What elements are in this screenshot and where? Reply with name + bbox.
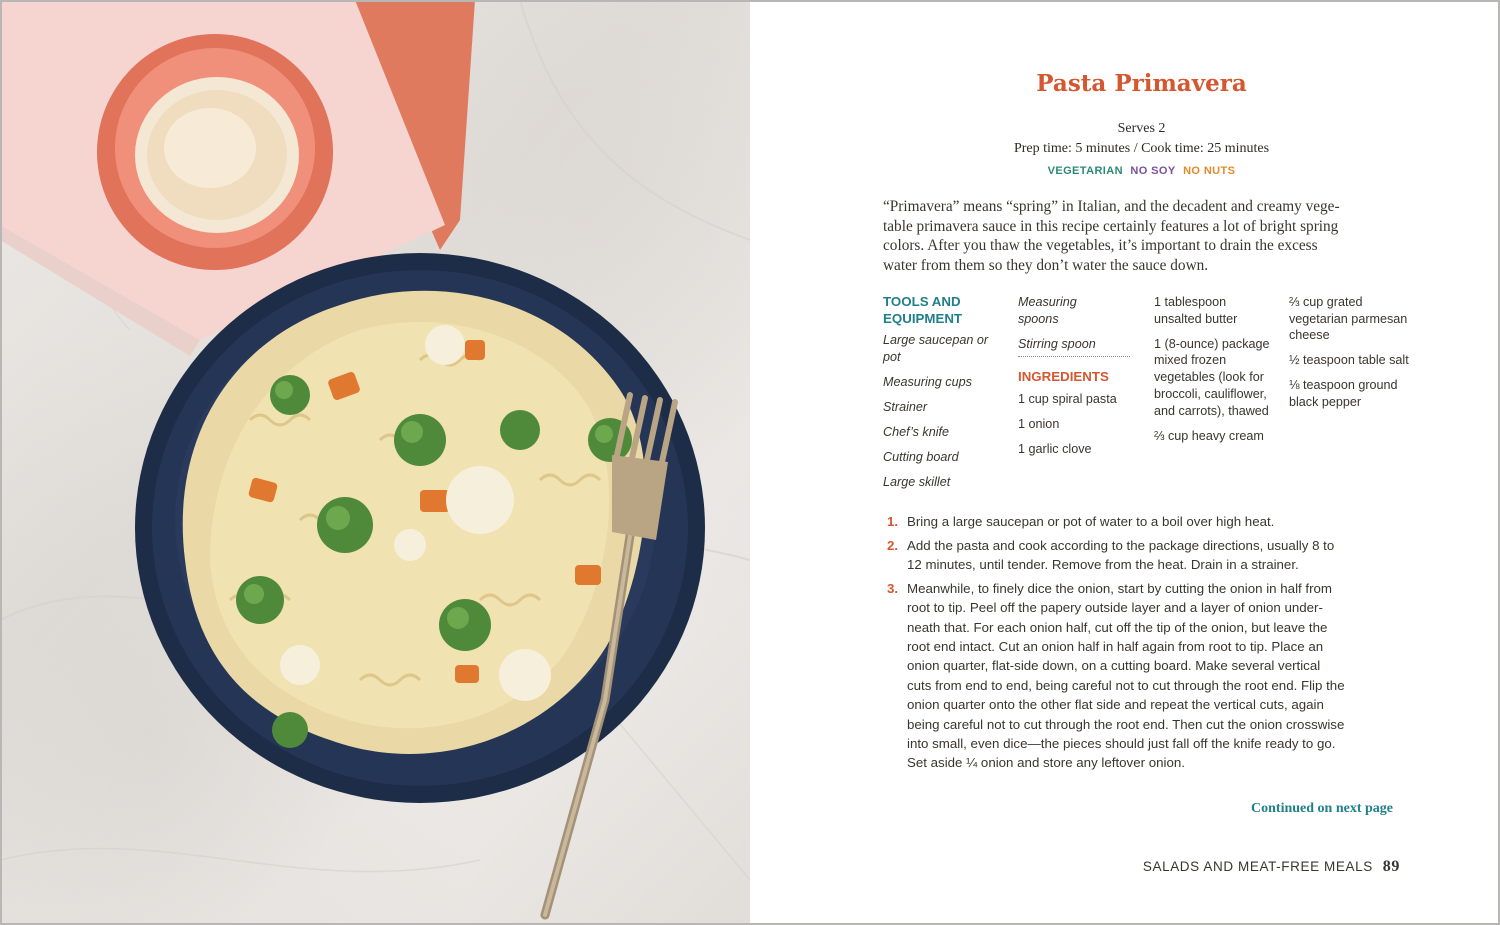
diet-tags [750,165,1500,177]
prep-cook-times: Prep time: 5 minutes / Cook time: 25 minutes [1013,141,1270,156]
tag-no-soy: NO SOY [1130,165,1176,177]
ingredient-item: ½ teaspoon table salt [1289,353,1409,368]
tag-vegetarian: VEGETARIAN [1047,165,1123,177]
step-line: Meanwhile, to finely dice the onion, start by cutting the onion in half from [907,580,1333,596]
ingredient-item: ⅛ teaspoon ground black pepper [1289,378,1398,410]
intro-line: water from them so they don’t water the sauce down. [883,256,1209,274]
step-line: root to tip. Peel off the papery outside layer and a layer of onion under- [907,600,1323,616]
step-line: cuts from end to end, being careful not to cut through the root end. Flip the [907,677,1345,693]
step-3 [887,579,1407,773]
page-footer [1143,858,1400,876]
ingredient-item: 1 cup spiral pasta [1018,391,1117,406]
ingredient-item: 1 (8-ounce) package mixed frozen vegetables (look for broccoli, cauliflower, and carrots), thawed [1154,336,1270,418]
step-number: 2. [887,537,899,553]
ingredients-heading: INGREDIENTS [1018,369,1109,385]
step-number: 1. [887,514,899,529]
continued-note: Continued on next page [1251,801,1393,816]
section-divider [1018,356,1130,357]
ingredient-item: ⅔ cup grated vegetarian parmesan cheese [1289,295,1408,343]
recipe-page [750,0,1500,925]
intro-line: “Primavera” means “spring” in Italian, and the decadent and creamy vege- [883,198,1340,215]
tool-item: Measuring spoons [1018,295,1077,326]
step-line: onion quarter onto the other flat side and repeat the vertical cuts, again [907,697,1324,713]
step-line: Bring a large saucepan or pot of water to a boil over high heat. [907,514,1275,529]
step-line: Set aside ¼ onion and store any leftover onion. [907,755,1185,771]
tag-no-nuts: NO NUTS [1183,165,1236,177]
tool-item: Strainer [883,399,928,414]
tools-column [883,294,1013,499]
instruction-steps [887,512,1407,777]
step-2 [887,536,1407,575]
ingredient-item: ⅔ cup heavy cream [1154,428,1264,443]
step-line: 12 minutes, until tender. Remove from the heat. Drain in a strainer. [907,557,1299,573]
step-line: root end intact. Cut an onion half in half again from root to tip. Place an [907,639,1324,655]
tool-item: Large skillet [883,474,951,489]
step-line: being careful not to cut through the root end. Then cut the onion crosswise [907,716,1345,732]
intro-line: colors. After you thaw the vegetables, it’s important to drain the excess [883,237,1318,255]
step-line: into small, even dice—the pieces should just fall off the knife ready to go. [907,736,1336,752]
step-number: 3. [887,580,899,596]
tools-ingredients-column [1018,294,1148,466]
intro-paragraph [883,197,1413,275]
ingredient-item: 1 garlic clove [1018,441,1092,456]
serves-text: Serves 2 [1117,121,1166,136]
step-1 [887,512,1407,531]
ingredient-item: 1 onion [1018,416,1060,431]
tools-heading: TOOLS AND EQUIPMENT [883,294,963,326]
tool-item: Cutting board [883,449,959,464]
ingredients-column-2 [1154,294,1272,453]
ingredients-column-3 [1289,294,1409,419]
tool-item: Stirring spoon [1018,336,1096,351]
page-number: 89 [1382,858,1400,875]
tool-item: Large saucepan or pot [883,333,989,364]
recipe-title: Pasta Primavera [1036,70,1247,97]
intro-line: table primavera sauce in this recipe certainly features a lot of bright spring [883,217,1339,235]
step-line: Add the pasta and cook according to the package directions, usually 8 to [907,537,1335,553]
step-line: neath that. For each onion half, cut off the tip of the onion, but leave the [907,619,1328,635]
ingredient-item: 1 tablespoon unsalted butter [1154,295,1238,326]
step-line: onion quarter, flat-side down, on a cutting board. Make several vertical [907,658,1321,674]
tool-item: Measuring cups [883,374,972,389]
section-name: SALADS AND MEAT-FREE MEALS [1142,859,1373,874]
tool-item: Chef’s knife [883,424,950,439]
